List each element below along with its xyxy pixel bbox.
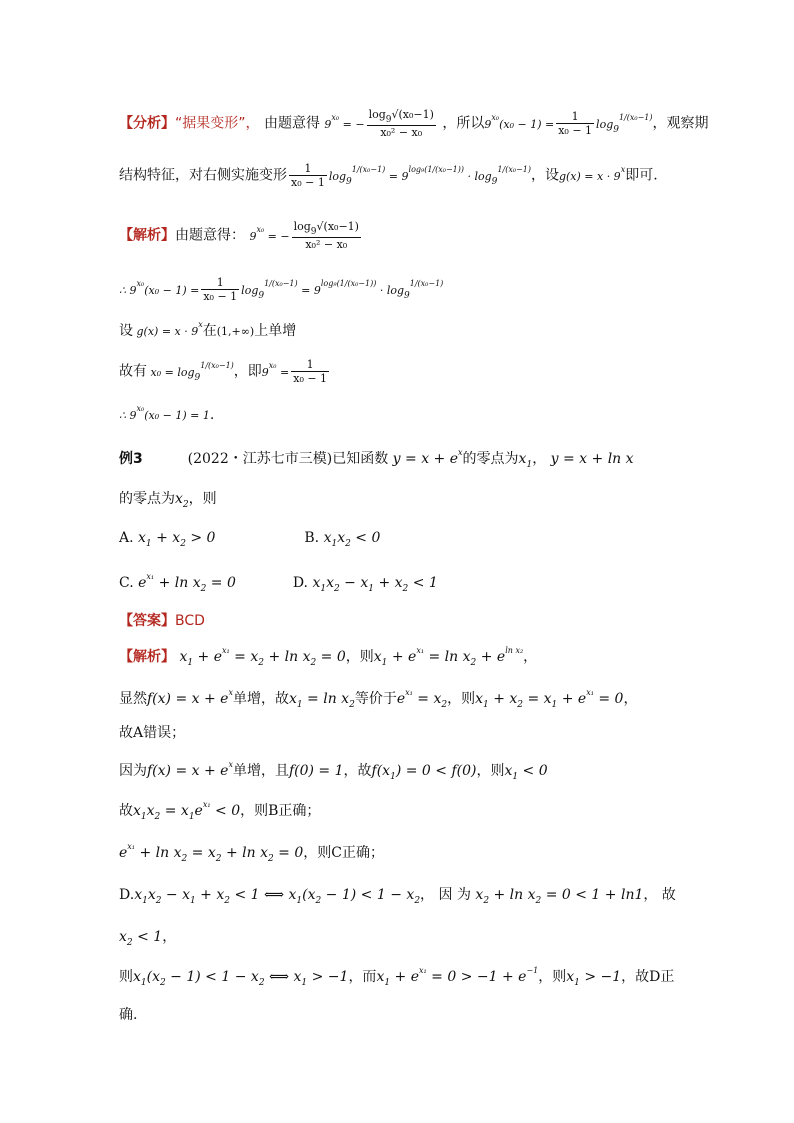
solution1-label: 【解析】 — [119, 227, 175, 244]
option-b[interactable]: B. $x_1x_2 < 0$ — [304, 530, 381, 549]
analysis-text-b: ，所以 — [442, 115, 485, 132]
analysis-text-2c: 即可. — [625, 167, 658, 184]
option-a[interactable]: A. $x_1 + x_2 > 0$ — [119, 530, 216, 549]
answer-label: 【答案】 — [119, 613, 175, 629]
analysis-text-2b: ，设 — [530, 167, 559, 184]
option-c[interactable]: C. $e^{x_1} + \ln x_2 = 0$ — [119, 572, 236, 594]
analysis-line-2: 结构特征，对右侧实施变形 $\frac{1}{\text{x₀ − 1}}$ $\log_9^{1/(x_0-1)} = 9^{log_9(1/(x_0-1))} \cdot \log_9^{1/(x_0-1)}$，设$g(x) = x \cdot 9^x$即可. — [119, 162, 658, 189]
solution2-line-10: 确. — [119, 1007, 138, 1023]
solution2-line-5: 故$x_1x_2 = x_1e^{x_1} < 0$，则B正确； — [119, 800, 321, 822]
analysis-text-c: ，观察期 — [652, 115, 709, 132]
formula-9x0: $9^{x_0}$ = − — [324, 112, 365, 131]
solution2-line-3: 故A错误； — [119, 725, 186, 741]
solution2-line-6: $e^{x_1} + \ln x_2 = x_2 + \ln x_2 = 0$，则C正确； — [119, 842, 384, 864]
option-d[interactable]: D. $x_1x_2 - x_1 + x_2 < 1$ — [292, 575, 438, 594]
solution2-line-1: 【解析】 $x_1 + e^{x_1} = x_2 + \ln x_2 = 0$，则$x_1 + e^{x_1} = \ln x_2 + e^{ln x_2}$， — [119, 646, 538, 668]
solution2-line-8: $x_2 < 1$， — [119, 929, 177, 948]
formula-9x0-b: $9^{x_0}(x_0 - 1)$ = — [484, 112, 555, 131]
analysis-method: “据果变形”， — [175, 115, 260, 132]
solution1-line-5: ∴ $9^{x_0}(x_0 - 1) = 1$. — [119, 404, 215, 423]
answer-line — [119, 610, 205, 630]
formula-frac-1: $\frac{\log_9√(x_0-1)}{\text{x₀² − x₀}}$ — [368, 108, 434, 139]
solution2-line-2: 显然$f(x) = x + e^x$单增，故$x_1 = \ln x_2$等价于$e^{x_1} = x_2$，则$x_1 + x_2 = x_1 + e^{x_1} = 0$， — [119, 688, 638, 710]
solution1-line-3: 设 $g(x) = x \cdot 9^x$在(1,+∞)上单增 — [119, 320, 297, 339]
example3-line-2: 的零点为$x_2$，则 — [119, 491, 217, 510]
analysis-label: 【分析】 — [119, 115, 175, 132]
analysis-text-2a: 结构特征，对右侧实施变形 — [119, 167, 287, 184]
answer-value: BCD — [175, 613, 205, 629]
solution2-line-7: $D.x_1x_2 - x_1 + x_2 < 1$ ⟺ $x_1(x_2 - 1) < 1 - x_2$， 因 为 $x_2 + \ln x_2 = 0 < 1 + \ln 1$， 故 — [119, 887, 676, 906]
example3-line-1: 例3 (2022・江苏七市三模)已知函数 $y = x + e^x$的零点为$x_1$， y = x + ln x — [119, 448, 634, 470]
formula-frac-3: $\frac{1}{\text{x₀ − 1}}$ — [291, 162, 325, 189]
solution1-line-1: 【解析】由题意得： $9^{x_0}$ = − $\frac{\log_9√(x_0-1)}{\text{x₀² − x₀}}$ — [119, 220, 359, 251]
solution1-line-2: ∴ $9^{x_0}(x_0 - 1)$ = $\frac{1}{\text{x₀ − 1}}$ $\log_9^{1/(x_0-1)} = 9^{log_9(1/(x_0-1))} \cdot \log_9^{1/(x_0-1)}$ — [119, 276, 444, 303]
example3-label: 例3 — [119, 451, 143, 467]
option-row-cd — [119, 572, 438, 594]
solution1-line-4: 故有 $x_0 = \log_9^{1/(x_0-1)}$，即$9^{x_0}$ = $\frac{1}{\text{x₀ − 1}}$ — [119, 358, 328, 385]
solution2-line-9: 则$x_1(x_2 - 1) < 1 - x_2$ ⟺ $x_1 > -1$，而$x_1 + e^{x_1} = 0 > -1 + e^{-1}$，则$x_1 > -1$，故D正 — [119, 966, 675, 988]
analysis-text-a: 由题意得 — [263, 115, 320, 132]
analysis-line-1: 【分析】“据果变形”， 由题意得 $9^{x_0}$ = − $\frac{\log_9√(x_0-1)}{\text{x₀² − x₀}}$ ，所以$9^{x_0}(x_0 - 1)$ = $\frac{1}{\text{x₀ − 1}}$ $\log_9^{1/(x_0-1)}$，观察期 — [119, 108, 709, 139]
formula-frac-2: $\frac{1}{\text{x₀ − 1}}$ — [558, 110, 593, 137]
solution2-line-4: 因为$f(x) = x + e^x$单增，且f(0) = 1，故$f(x_1) = 0 < f(0)$，则$x_1 < 0$ — [119, 760, 548, 782]
option-row-ab — [119, 530, 380, 549]
solution2-label: 【解析】 — [119, 649, 175, 665]
